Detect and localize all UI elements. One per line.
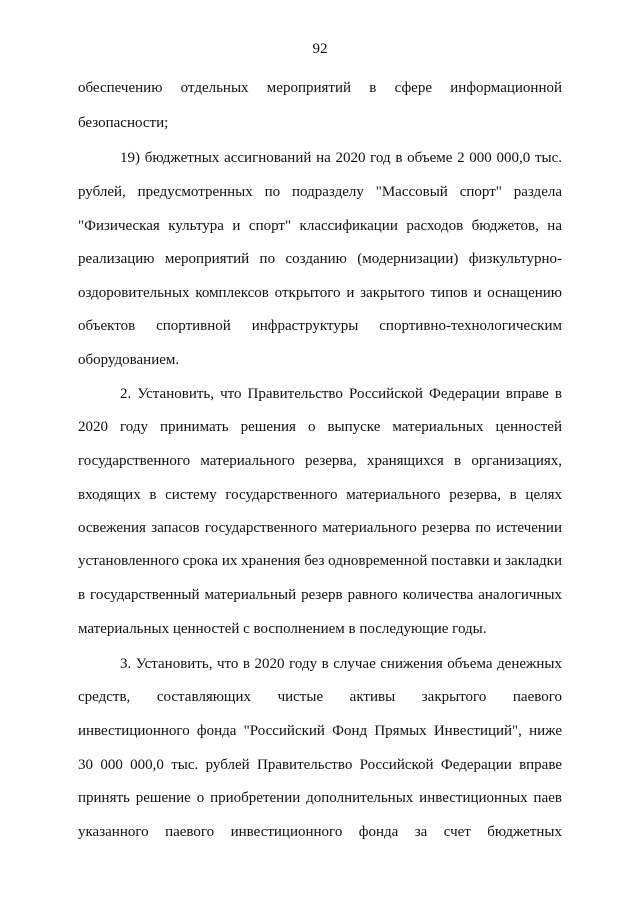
text-line: реализацию мероприятий по созданию (модернизации) физкультурно- <box>78 251 562 267</box>
text-line: 3. Установить, что в 2020 году в случае снижения объема денежных <box>120 656 562 672</box>
text-line: указанного паевого инвестиционного фонда за счет бюджетных <box>78 824 562 840</box>
text-line: материальных ценностей с восполнением в последующие годы. <box>78 621 487 637</box>
text-line: объектов спортивной инфраструктуры спортивно-технологическим <box>78 318 562 334</box>
text-line: 2020 году принимать решения о выпуске материальных ценностей <box>78 419 562 435</box>
text-line: "Физическая культура и спорт" классификации расходов бюджетов, на <box>78 218 562 234</box>
text-line: оздоровительных комплексов открытого и закрытого типов и оснащению <box>78 285 562 301</box>
text-line: в государственный материальный резерв равного количества аналогичных <box>78 587 562 603</box>
text-line: оборудованием. <box>78 352 180 368</box>
text-line: инвестиционного фонда "Российский Фонд Прямых Инвестиций", ниже <box>78 723 562 739</box>
text-line: 19) бюджетных ассигнований на 2020 год в объеме 2 000 000,0 тыс. <box>120 150 562 166</box>
text-line: освежения запасов государственного материального резерва по истечении <box>78 520 562 536</box>
text-line: государственного материального резерва, хранящихся в организациях, <box>78 453 562 469</box>
text-line: 30 000 000,0 тыс. рублей Правительство Российской Федерации вправе <box>78 757 562 773</box>
text-line: безопасности; <box>78 115 169 131</box>
text-line: рублей, предусмотренных по подразделу "Массовый спорт" раздела <box>78 184 562 200</box>
page-number: 92 <box>312 41 328 57</box>
text-line: 2. Установить, что Правительство Российской Федерации вправе в <box>120 386 562 402</box>
text-line: входящих в систему государственного материального резерва, в целях <box>78 487 562 503</box>
text-line: обеспечению отдельных мероприятий в сфере информационной <box>78 80 562 96</box>
text-line: принять решение о приобретении дополнительных инвестиционных паев <box>78 790 562 806</box>
text-line: средств, составляющих чистые активы закрытого паевого <box>78 689 562 705</box>
text-line: установленного срока их хранения без одновременной поставки и закладки <box>78 553 562 569</box>
